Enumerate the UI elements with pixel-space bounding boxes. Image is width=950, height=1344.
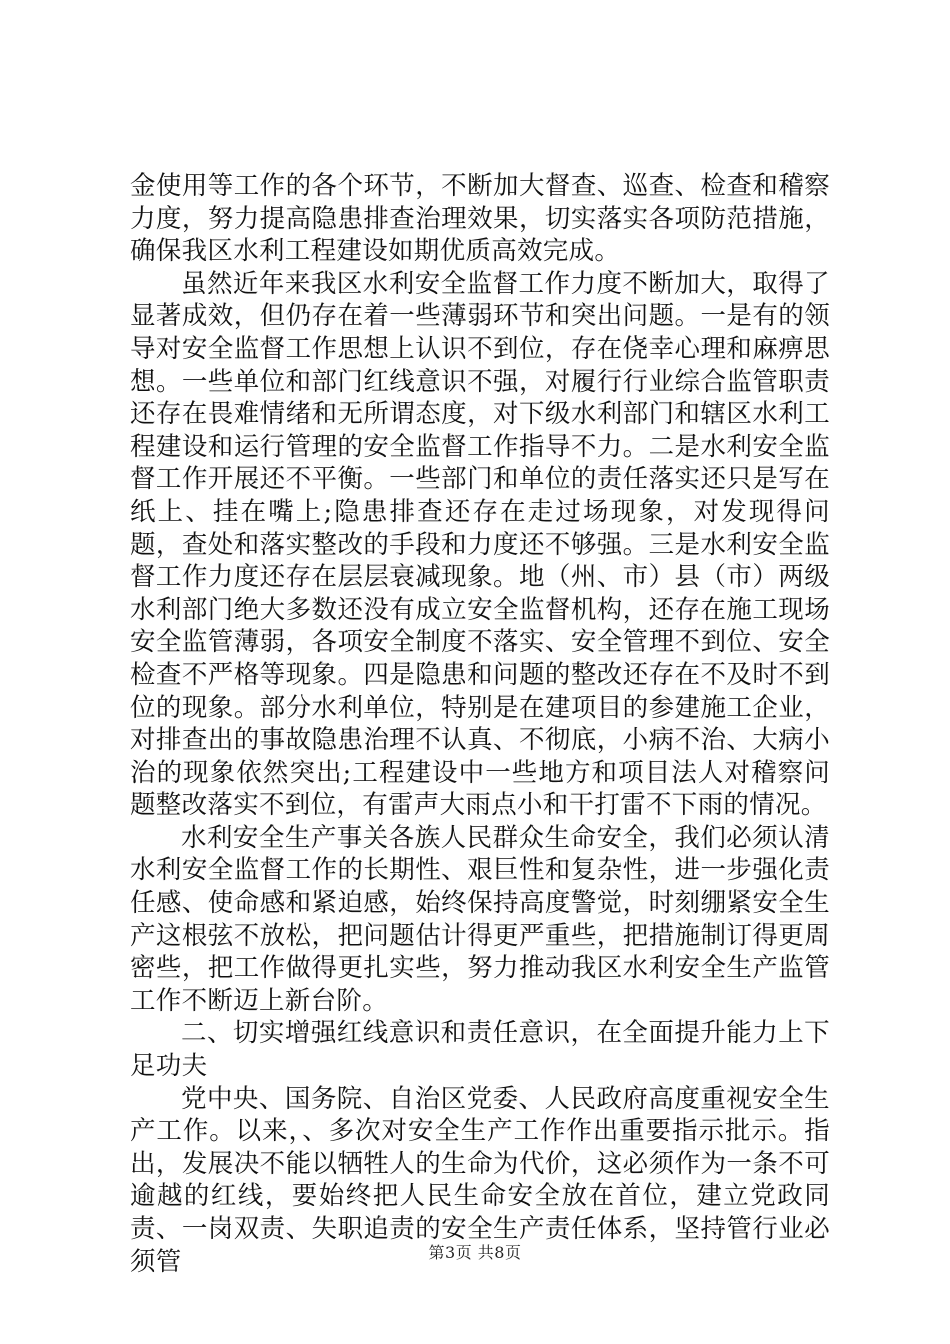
- paragraph-continuation: 金使用等工作的各个环节，不断加大督查、巡查、检查和稽察力度，努力提高隐患排查治理效果，切实落实各项防范措施，确保我区水利工程建设如期优质高效完成。: [130, 171, 830, 267]
- section-heading: 二、切实增强红线意识和责任意识，在全面提升能力上下足功夫: [130, 1018, 830, 1082]
- paragraph-responsibility: 水利安全生产事关各族人民群众生命安全，我们必须认清水利安全监督工作的长期性、艰巨性和复杂性，进一步强化责任感、使命感和紧迫感，始终保持高度警觉，时刻绷紧安全生产这根弦不放松，把问题估计得更严重些，把措施制订得更周密些，把工作做得更扎实些，努力推动我区水利安全生产监管工作不断迈上新台阶。: [130, 822, 830, 1016]
- body-text: [130, 170, 830, 1278]
- page-number-footer: 第3页 共8页: [428, 1243, 522, 1262]
- paragraph-central-policy: 党中央、国务院、自治区党委、人民政府高度重视安全生产工作。以来，、多次对安全生产工作作出重要指示批示。指出，发展决不能以牺牲人的生命为代价，这必须作为一条不可逾越的红线，要始终把人民生命安全放在首位，建立党政同责、一岗双责、失职追责的安全生产责任体系，坚持管行业必须管: [130, 1083, 830, 1277]
- paragraph-problems: 虽然近年来我区水利安全监督工作力度不断加大，取得了显著成效，但仍存在着一些薄弱环节和突出问题。一是有的领导对安全监督工作思想上认识不到位，存在侥幸心理和麻痹思想。一些单位和部门红线意识不强，对履行行业综合监管职责还存在畏难情绪和无所谓态度，对下级水利部门和辖区水利工程建设和运行管理的安全监督工作指导不力。二是水利安全监督工作开展还不平衡。一些部门和单位的责任落实还只是写在纸上、挂在嘴上;隐患排查还存在走过场现象，对发现得问题，查处和落实整改的手段和力度还不够强。三是水利安全监督工作力度还存在层层衰减现象。地（州、市）县（市）两级水利部门绝大多数还没有成立安全监督机构，还存在施工现场安全监管薄弱，各项安全制度不落实、安全管理不到位、安全检查不严格等现象。四是隐患和问题的整改还存在不及时不到位的现象。部分水利单位，特别是在建项目的参建施工企业，对排查出的事故隐患治理不认真、不彻底，小病不治、大病小治的现象依然突出;工程建设中一些地方和项目法人对稽察问题整改落实不到位，有雷声大雨点小和干打雷不下雨的情况。: [130, 268, 830, 821]
